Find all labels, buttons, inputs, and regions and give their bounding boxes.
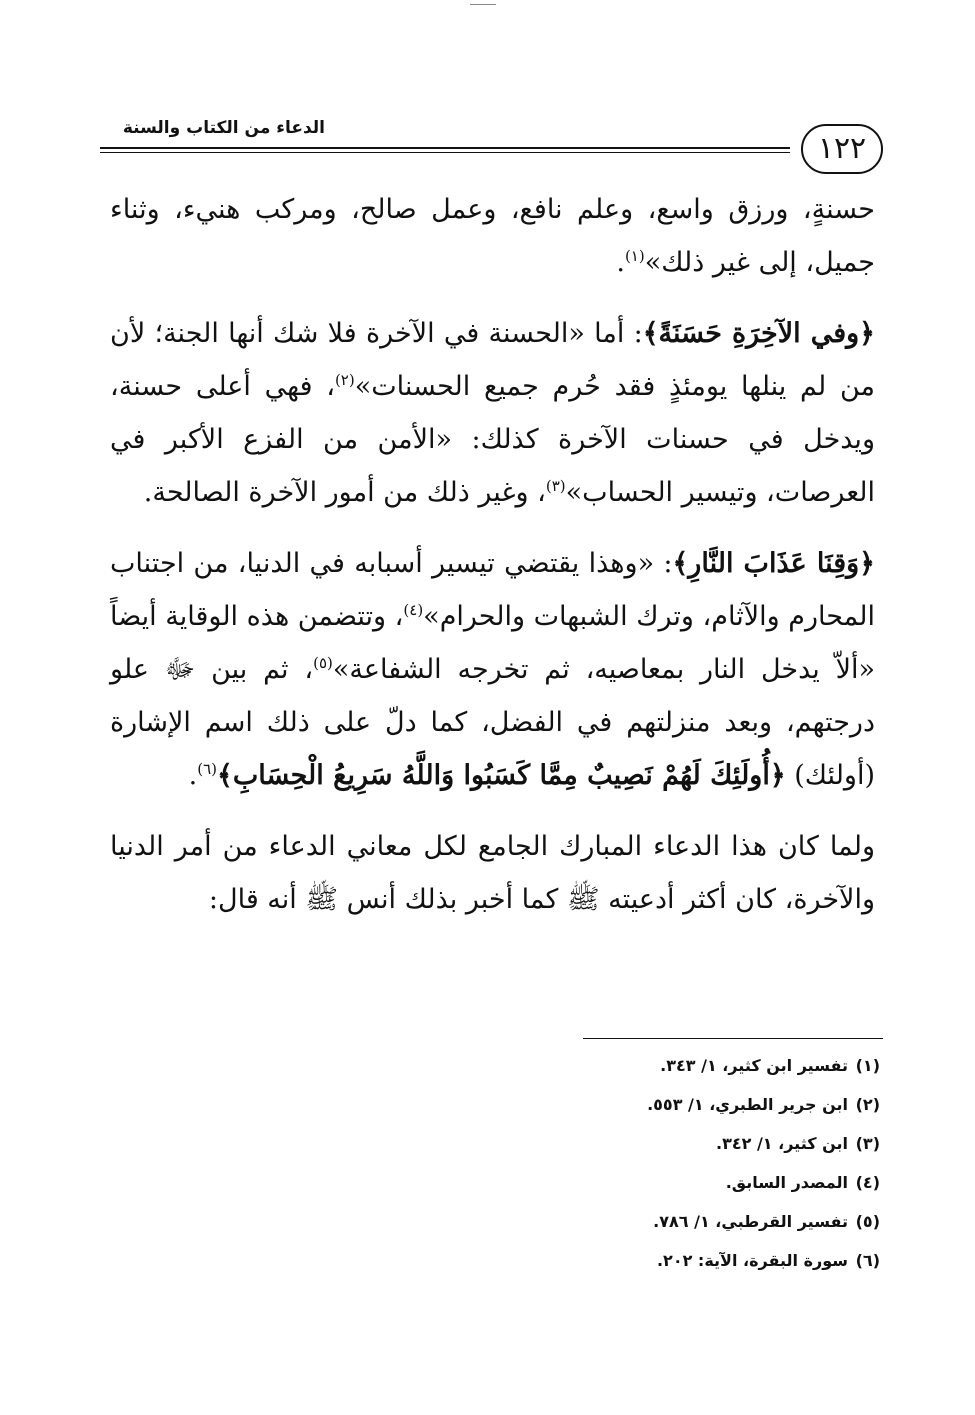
footnote-5 bbox=[500, 1202, 880, 1241]
footnote-text: سورة البقرة، الآية: ٢٠٢. bbox=[656, 1251, 848, 1270]
paragraph-1 bbox=[110, 183, 875, 289]
paragraph-3-text-b: ، وتتضمن هذه الوقاية أيضاً «ألاّ يدخل النار بمعاصيه، ثم تخرجه الشفاعة» bbox=[110, 601, 875, 685]
paragraph-2-text-a: : أما «الحسنة في الآخرة فلا شك أنها الجنة؛ لأن من لم ينلها يومئذٍ فقد حُرم جميع الحسنات» bbox=[110, 318, 875, 402]
footnote-ref-5[interactable]: (٥) bbox=[313, 654, 333, 672]
footnote-3 bbox=[500, 1124, 880, 1163]
page-number: ١٢٢ bbox=[801, 124, 883, 174]
quran-quote-3b: ﴿أُولَئِكَ لَهُمْ نَصِيبٌ مِمَّا كَسَبُوا وَاللَّهُ سَرِيعُ الْحِسَابِ﴾ bbox=[217, 760, 786, 791]
footnote-rule bbox=[583, 1038, 883, 1039]
footnote-text: المصدر السابق. bbox=[725, 1173, 848, 1192]
paragraph-3-text-a: : «وهذا يقتضي تيسير أسبابه في الدنيا، من اجتناب المحارم والآثام، وترك الشبهات والحرام» bbox=[110, 548, 875, 632]
footnote-number: (٥) bbox=[855, 1212, 880, 1231]
top-edge-mark bbox=[470, 4, 496, 5]
footnotes bbox=[500, 1046, 880, 1280]
running-title: الدعاء من الكتاب والسنة bbox=[122, 118, 325, 138]
footnote-ref-3[interactable]: (٣) bbox=[545, 477, 566, 495]
quran-quote-2: ﴿وفي الآخِرَةِ حَسَنَةً﴾ bbox=[642, 318, 875, 349]
footnote-number: (٢) bbox=[855, 1095, 880, 1114]
main-text bbox=[110, 183, 875, 936]
footnote-number: (٤) bbox=[855, 1173, 880, 1192]
paragraph-3-end: . bbox=[188, 760, 198, 791]
header-rule-second bbox=[100, 152, 790, 153]
paragraph-1-end: . bbox=[616, 247, 625, 278]
paragraph-1-text: حسنةٍ، ورزق واسع، وعلم نافع، وعمل صالح، ومركب هنيء، وثناء جميل، إلى غير ذلك» bbox=[110, 194, 875, 278]
paragraph-2-text-c: ، وغير ذلك من أمور الآخرة الصالحة. bbox=[143, 477, 546, 508]
paragraph-3 bbox=[110, 537, 875, 802]
footnote-ref-1[interactable]: (١) bbox=[624, 247, 645, 265]
footnote-2 bbox=[500, 1085, 880, 1124]
footnote-text: ابن كثير، ١/ ٣٤٢. bbox=[716, 1134, 848, 1153]
footnote-number: (٦) bbox=[855, 1251, 880, 1270]
header-rule bbox=[100, 147, 790, 149]
footnote-ref-2[interactable]: (٢) bbox=[334, 371, 355, 389]
footnote-number: (٣) bbox=[855, 1134, 880, 1153]
paragraph-2 bbox=[110, 307, 875, 519]
paragraph-3-text-c: ، ثم بين ﷻ علو درجتهم، وبعد منزلتهم في الفضل، كما دلّ على ذلك اسم الإشارة (أولئك) bbox=[110, 654, 875, 791]
paragraph-4 bbox=[110, 820, 875, 926]
paragraph-2-text-b: ، فهي أعلى حسنة، ويدخل في حسنات الآخرة كذلك: «الأمن من الفزع الأكبر في العرصات، وتيسير الحساب» bbox=[110, 371, 875, 508]
footnote-text: تفسير القرطبي، ١/ ٧٨٦. bbox=[653, 1212, 848, 1231]
quran-quote-3: ﴿وَقِنَا عَذَابَ النَّارِ﴾ bbox=[672, 548, 876, 579]
footnote-text: ابن جرير الطبري، ١/ ٥٥٣. bbox=[647, 1095, 848, 1114]
footnote-1 bbox=[500, 1046, 880, 1085]
footnote-ref-6[interactable]: (٦) bbox=[197, 760, 218, 778]
footnote-number: (١) bbox=[855, 1056, 880, 1075]
footnote-ref-4[interactable]: (٤) bbox=[403, 601, 424, 619]
footnote-6 bbox=[500, 1241, 880, 1280]
page-header bbox=[100, 112, 885, 182]
footnote-4 bbox=[500, 1163, 880, 1202]
footnote-text: تفسير ابن كثير، ١/ ٣٤٣. bbox=[660, 1056, 848, 1075]
paragraph-4-text: ولما كان هذا الدعاء المبارك الجامع لكل معاني الدعاء من أمر الدنيا والآخرة، كان أكثر أدعيته ﷺ كما أخبر بذلك أنس ﷺ أنه قال: bbox=[110, 831, 875, 915]
